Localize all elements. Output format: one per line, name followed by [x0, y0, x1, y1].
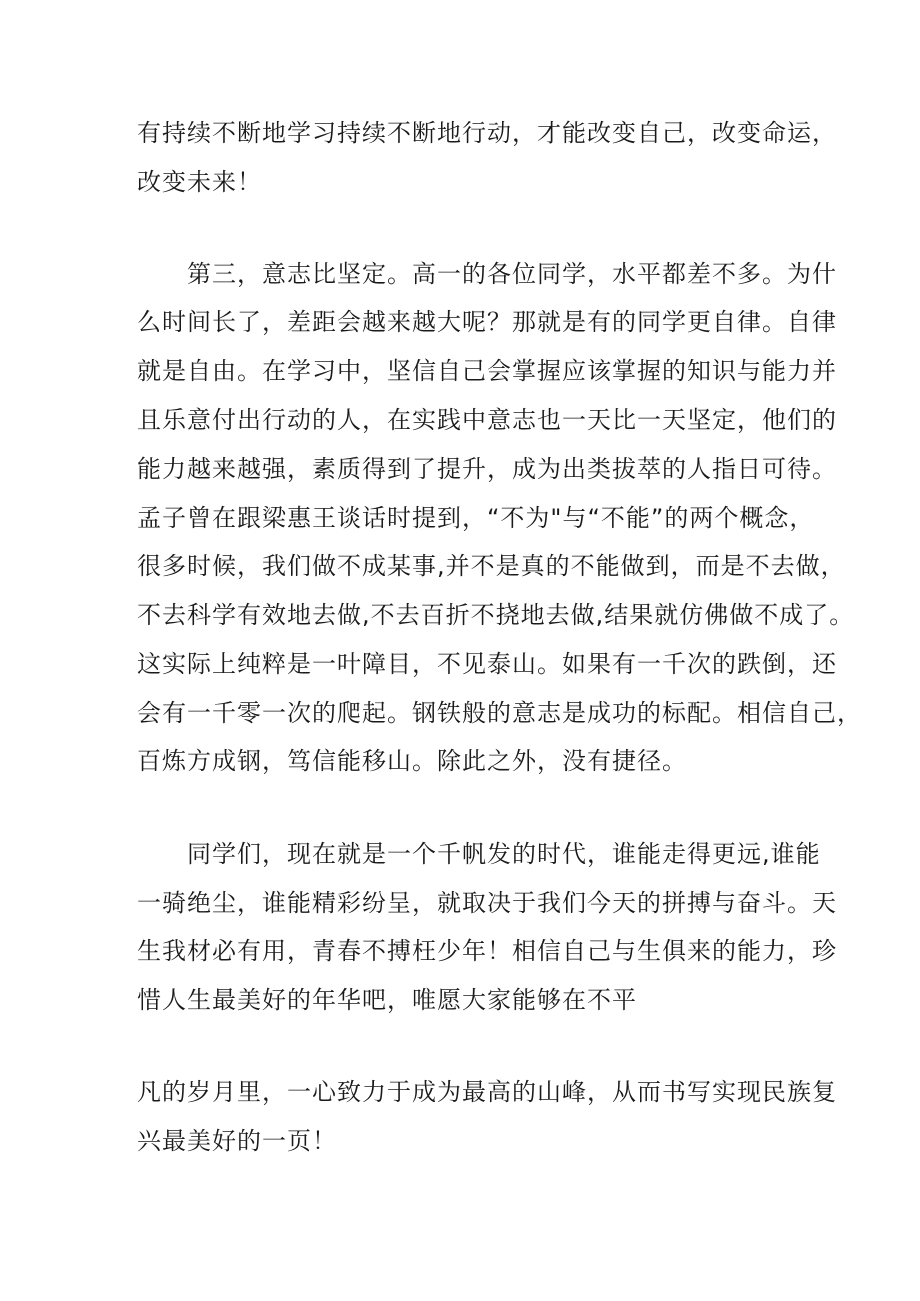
text-line: 一骑绝尘，谁能精彩纷呈，就取决于我们今天的拼搏与奋斗。天 [137, 889, 837, 917]
text-line: 生我材必有用，青春不搏枉少年！相信自己与生俱来的能力，珍 [137, 937, 837, 965]
text-line: 且乐意付出行动的人，在实践中意志也一天比一天坚定，他们的 [137, 406, 837, 434]
text-line: 很多时候，我们做不成某事,并不是真的不能做到，而是不去做， [137, 552, 846, 580]
text-line: 改变未来！ [137, 168, 262, 196]
text-line: 就是自由。在学习中，坚信自己会掌握应该掌握的知识与能力并 [137, 357, 837, 385]
paragraph-start-line: 第三，意志比坚定。高一的各位同学，水平都差不多。为什 [187, 260, 837, 288]
text-line: 么时间长了，差距会越来越大呢？那就是有的同学更自律。自律 [137, 308, 837, 336]
text-line: 百炼方成钢，笃信能移山。除此之外，没有捷径。 [137, 747, 687, 775]
text-line: 惜人生最美好的年华吧，唯愿大家能够在不平 [137, 986, 637, 1014]
text-line: 凡的岁月里，一心致力于成为最高的山峰，从而书写实现民族复 [137, 1078, 837, 1106]
text-line: 能力越来越强，素质得到了提升，成为出类拔萃的人指日可待。 [137, 455, 837, 483]
text-line: 这实际上纯粹是一叶障目，不见泰山。如果有一千次的跌倒，还 [137, 650, 837, 678]
text-line: 会有一千零一次的爬起。钢铁般的意志是成功的标配。相信自己， [137, 699, 862, 727]
text-line: 不去科学有效地去做,不去百折不挠地去做,结果就仿佛做不成了。 [137, 601, 855, 629]
paragraph-start-line: 同学们，现在就是一个千帆发的时代，谁能走得更远,谁能 [187, 840, 821, 868]
text-line: 孟子曾在跟梁惠王谈话时提到，“不为"与“不能”的两个概念， [137, 504, 815, 532]
text-line: 有持续不断地学习持续不断地行动，才能改变自己，改变命运， [137, 119, 837, 147]
text-line: 兴最美好的一页！ [137, 1127, 337, 1155]
